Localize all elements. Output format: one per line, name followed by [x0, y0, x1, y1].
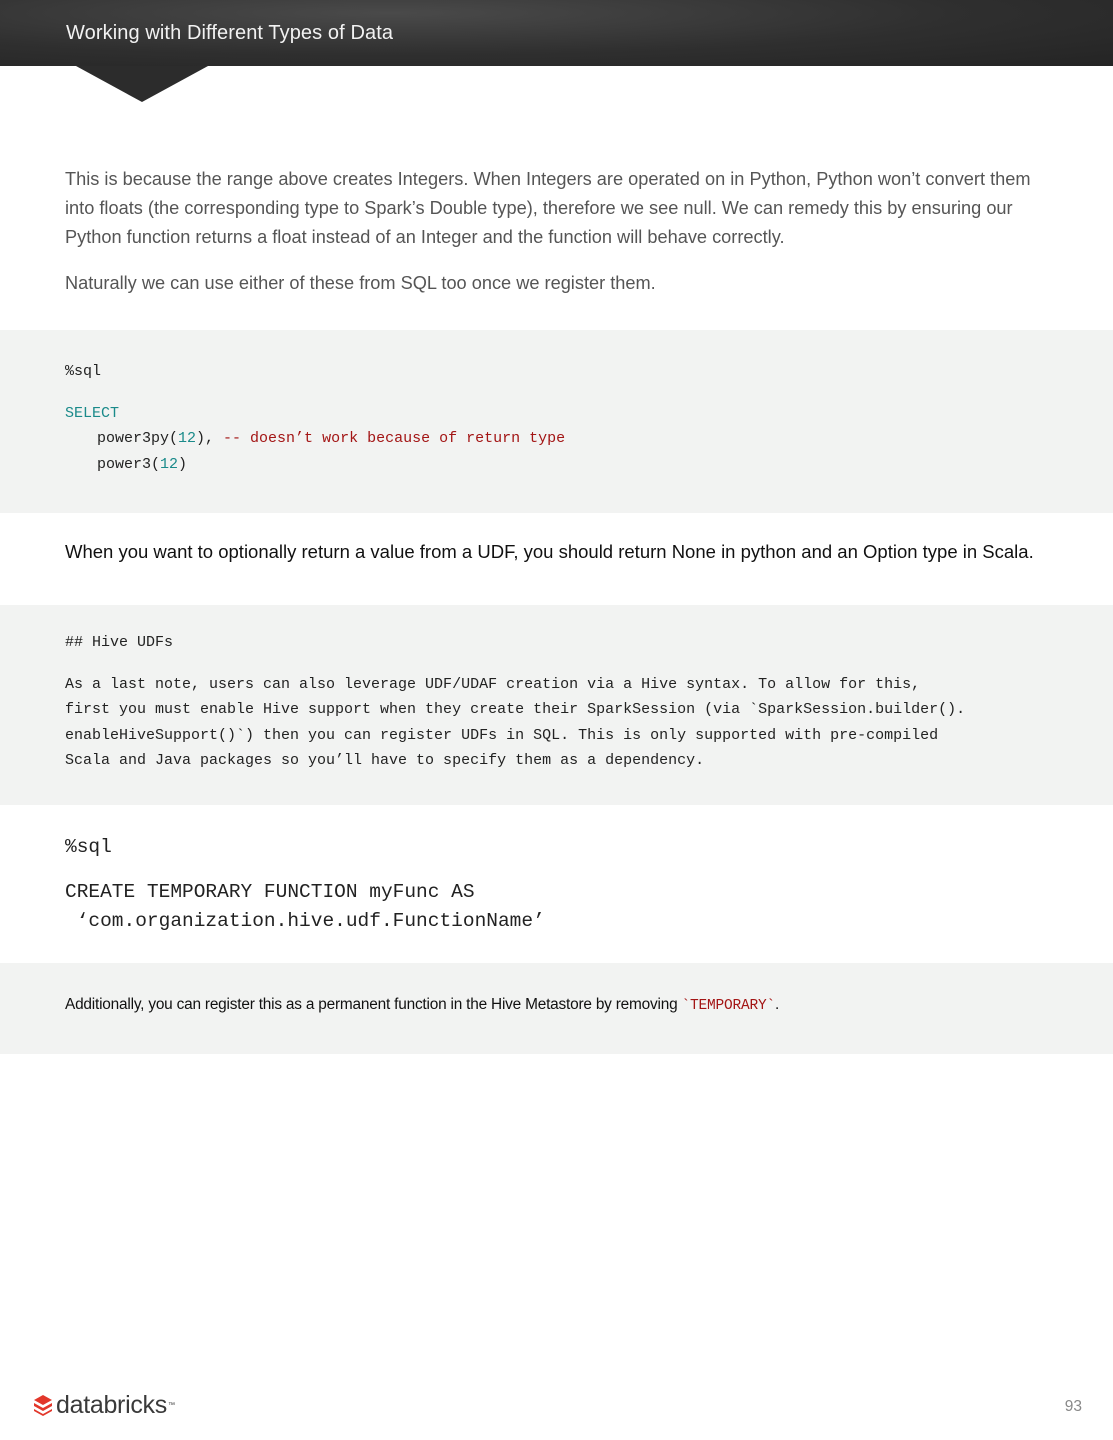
brand-wordmark: databricks [56, 1390, 167, 1419]
function-name-line: ‘com.organization.hive.udf.FunctionName’ [65, 910, 545, 932]
code-block-sql-select [0, 330, 1113, 513]
hive-text-line: Scala and Java packages so you’ll have to specify them as a dependency. [65, 752, 705, 769]
code-function: power3py( [97, 430, 179, 447]
udf-note: When you want to optionally return a value from a UDF, you should return None in python and an Option type in Scala. [65, 541, 1034, 562]
databricks-logo-icon [33, 1394, 53, 1416]
page-header [0, 0, 1113, 66]
code-number: 12 [178, 430, 197, 447]
page-number: 93 [1064, 1398, 1082, 1415]
code-number: 12 [160, 456, 179, 473]
header-notch [76, 66, 208, 102]
section-title: Working with Different Types of Data [66, 22, 394, 44]
code-keyword: SELECT [65, 405, 120, 422]
databricks-logo [33, 1390, 175, 1420]
code-punct: ), [196, 430, 224, 447]
code-magic-large: %sql [65, 836, 112, 858]
code-magic: %sql [65, 363, 102, 380]
inline-code-temporary: `TEMPORARY` [681, 998, 776, 1014]
hive-text-line: enableHiveSupport()`) then you can register UDFs in SQL. This is only supported with pre-compiled [65, 727, 939, 744]
code-function: power3( [97, 456, 161, 473]
create-function-line: CREATE TEMPORARY FUNCTION myFunc AS [65, 881, 475, 903]
trademark: ™ [167, 1401, 175, 1409]
hive-text-line: first you must enable Hive support when they create their SparkSession (via `SparkSession.builder(). [65, 701, 966, 718]
additional-note-text: Additionally, you can register this as a permanent function in the Hive Metastore by removing [65, 996, 682, 1013]
body-paragraph: Naturally we can use either of these from SQL too once we register them. [65, 273, 656, 293]
additional-note-suffix: . [775, 996, 780, 1013]
code-comment: -- doesn’t work because of return type [223, 430, 566, 447]
hive-text-line: As a last note, users can also leverage UDF/UDAF creation via a Hive syntax. To allow for this, [65, 676, 921, 693]
code-line [97, 430, 565, 447]
additional-note [65, 996, 779, 1014]
code-punct: ) [178, 456, 188, 473]
hive-heading: ## Hive UDFs [65, 634, 174, 651]
code-line [97, 456, 187, 473]
body-paragraph: This is because the range above creates Integers. When Integers are operated on in Python, Python won’t convert them into floats (the corresponding type to Spark’s Double type), therefore we see null. We can remedy this by ensuring our Python function returns a float instead of an Integer and the function will behave correctly. [65, 169, 1031, 247]
